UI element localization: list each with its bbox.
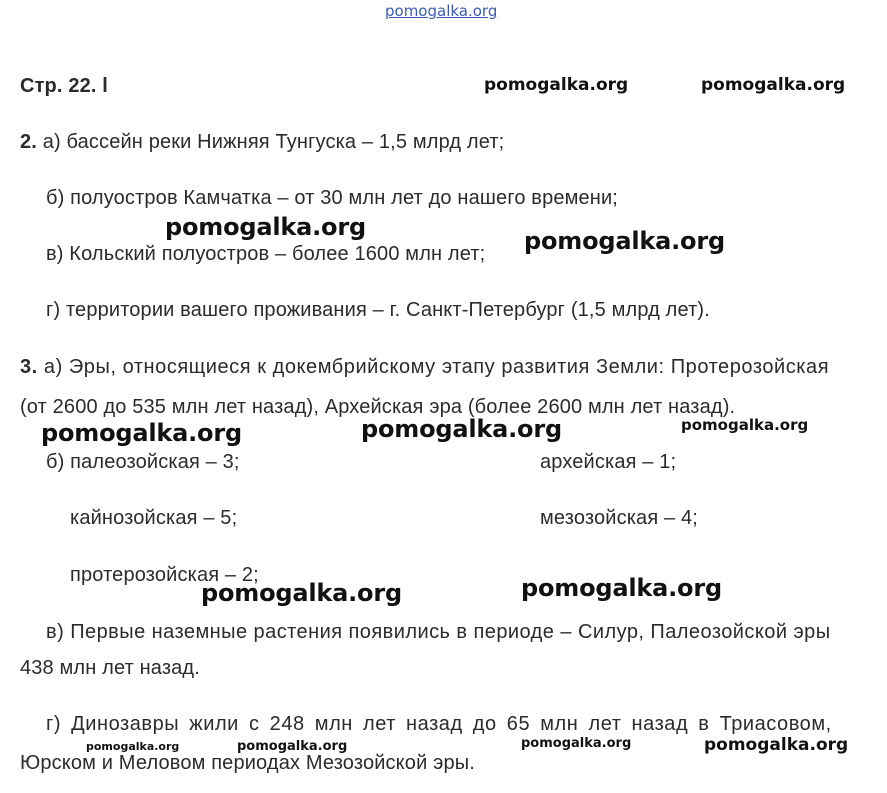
task3-b-paleozoic: б) палеозойская – 3; — [46, 451, 240, 473]
task3-b-cenozoic: кайнозойская – 5; — [70, 507, 238, 529]
task3-item-g-line2: Юрском и Меловом периодах Мезозойской эры. — [20, 752, 475, 774]
page-title: Стр. 22. l — [20, 75, 108, 97]
task3-item-v-line1: в) Первые наземные растения появились в периоде – Силур, Палеозойской эры — [46, 621, 831, 643]
watermark-text: pomogalka.org — [681, 416, 809, 434]
watermark-text: pomogalka.org — [361, 415, 562, 443]
task3-item-v-line2: 438 млн лет назад. — [20, 657, 200, 679]
task2-item-c: в) Кольский полуостров – более 1600 млн лет; — [46, 243, 486, 265]
watermark-text: pomogalka.org — [86, 740, 180, 753]
watermark-text: pomogalka.org — [524, 227, 725, 255]
task3-item-g-line1: г) Динозавры жили с 248 млн лет назад до 65 млн лет назад в Триасовом, — [46, 713, 832, 735]
task2-item-b: б) полуостров Камчатка – от 30 млн лет до нашего времени; — [46, 187, 619, 209]
watermark-text: pomogalka.org — [237, 739, 348, 754]
task3-b-mesozoic: мезозойская – 4; — [540, 507, 698, 529]
watermark-text: pomogalka.org — [521, 574, 722, 602]
watermark-text: pomogalka.org — [704, 735, 849, 755]
task3-a-text: а) Эры, относящиеся к докембрийскому этапу развития Земли: Протерозойская — [43, 356, 830, 378]
watermark-text: pomogalka.org — [484, 75, 629, 95]
watermark-text: pomogalka.org — [165, 213, 366, 241]
task2-item-d: г) территории вашего проживания – г. Санкт-Петербург (1,5 млрд лет). — [46, 299, 710, 321]
watermark-text: pomogalka.org — [521, 736, 632, 751]
task3-b-archean: архейская – 1; — [540, 451, 677, 473]
watermark-text: pomogalka.org — [41, 419, 242, 447]
watermark-link[interactable]: pomogalka.org — [385, 2, 498, 20]
task2-number: 2. — [20, 131, 37, 153]
task3-item-a-line1 — [20, 355, 829, 379]
task3-item-a-line2: (от 2600 до 535 млн лет назад), Архейская эра (более 2600 млн лет назад). — [20, 396, 736, 418]
task3-number: 3. — [20, 356, 38, 378]
watermark-text: pomogalka.org — [701, 75, 846, 95]
task2-a-text: а) бассейн реки Нижняя Тунгуска – 1,5 млрд лет; — [42, 131, 505, 153]
watermark-text: pomogalka.org — [201, 579, 402, 607]
task3-b-proterozoic: протерозойская – 2; — [70, 564, 259, 586]
task2-item-a — [20, 130, 504, 154]
